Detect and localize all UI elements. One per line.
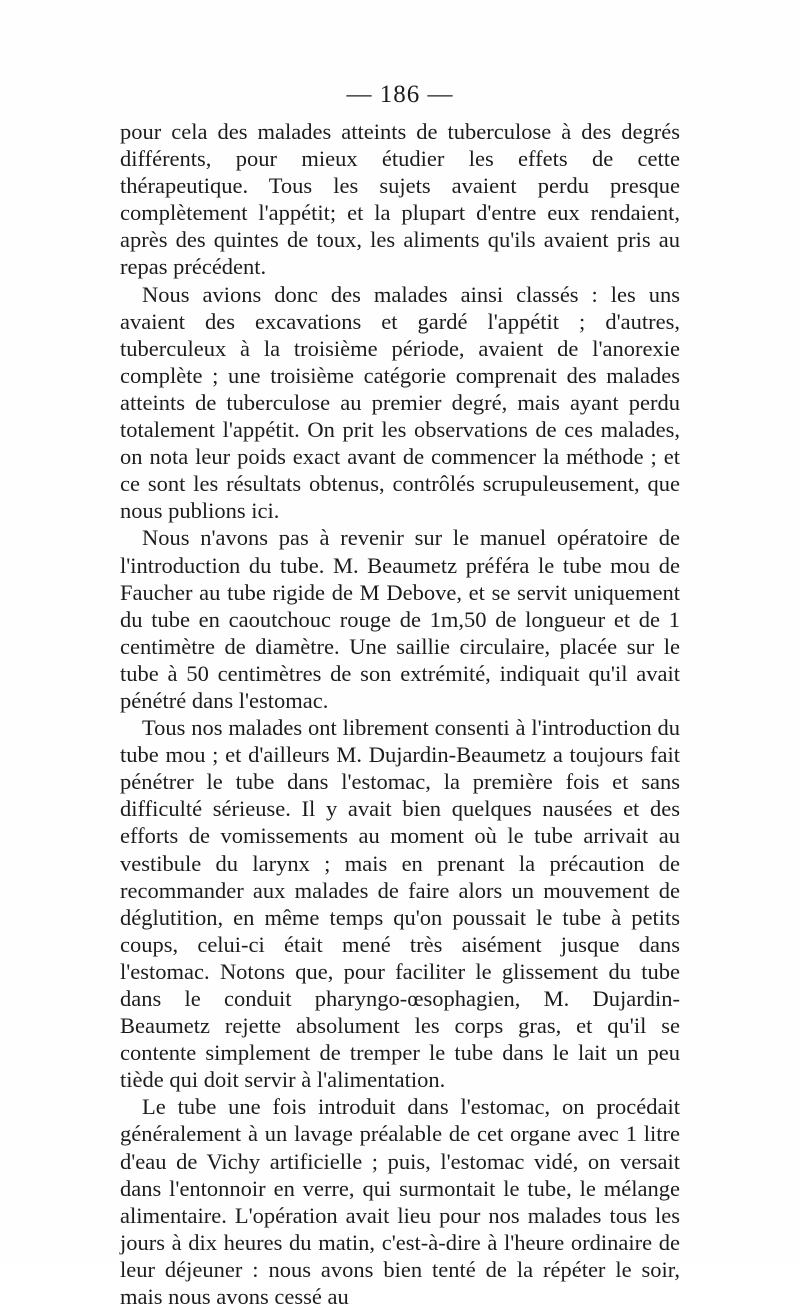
paragraph-5: Le tube une fois introduit dans l'estomac, on procédait généralement à un lavage préalable de cet organe avec 1 litre d'eau de Vichy artificielle ; puis, l'estomac vidé, on versait dans l'entonnoir en verre, qui surmontait le tube, le mélange alimentaire. L'opération avait lieu pour nos malades tous les jours à dix heures du matin, c'est-à-dire à l'heure ordinaire de leur déjeuner : nous avons bien tenté de la répéter le soir, mais nous avons cessé au (120, 1094, 680, 1310)
paragraph-3: Nous n'avons pas à revenir sur le manuel opératoire de l'introduction du tube. M. Beaumetz préféra le tube mou de Faucher au tube rigide de M Debove, et se servit uniquement du tube en caoutchouc rouge de 1m,50 de longueur et de 1 centimètre de diamètre. Une saillie circulaire, placée sur le tube à 50 centimètres de son extrémité, indiquait qu'il avait pénétré dans l'estomac. (120, 525, 680, 713)
paragraph-1: pour cela des malades atteints de tuberculose à des degrés différents, pour mieux étudier les effets de cette thérapeutique. Tous les sujets avaient perdu presque complètement l'appétit; et la plupart d'entre eux rendaient, après des quintes de toux, les aliments qu'ils avaient pris au repas précédent. (120, 119, 680, 280)
page-number: — 186 — (346, 81, 454, 108)
paragraph-2: Nous avions donc des malades ainsi classés : les uns avaient des excavations et gardé l'appétit ; d'autres, tuberculeux à la troisième période, avaient de l'anorexie complète ; une troisième catégorie comprenait des malades atteints de tuberculose au premier degré, mais ayant perdu totalement l'appétit. On prit les observations de ces malades, on nota leur poids exact avant de commencer la méthode ; et ce sont les résultats obtenus, contrôlés scrupuleusement, que nous publions ici. (120, 281, 680, 524)
paragraph-4: Tous nos malades ont librement consenti à l'introduction du tube mou ; et d'ailleurs M. Dujardin-Beaumetz a toujours fait pénétrer le tube dans l'estomac, la première fois et sans difficulté sérieuse. Il y avait bien quelques nausées et des efforts de vomissements au moment où le tube arrivait au vestibule du larynx ; mais en prenant la précaution de recommander aux malades de faire alors un mouvement de déglutition, en même temps qu'on poussait le tube à petits coups, celui-ci était mené très aisément jusque dans l'estomac. Notons que, pour faciliter le glissement du tube dans le conduit pharyngo-œsophagien, M. Dujardin-Beaumetz rejette absolument les corps gras, et qu'il se contente simplement de tremper le tube dans le lait un peu tiède qui doit servir à l'alimentation. (120, 715, 680, 1093)
body-text (120, 118, 680, 1310)
